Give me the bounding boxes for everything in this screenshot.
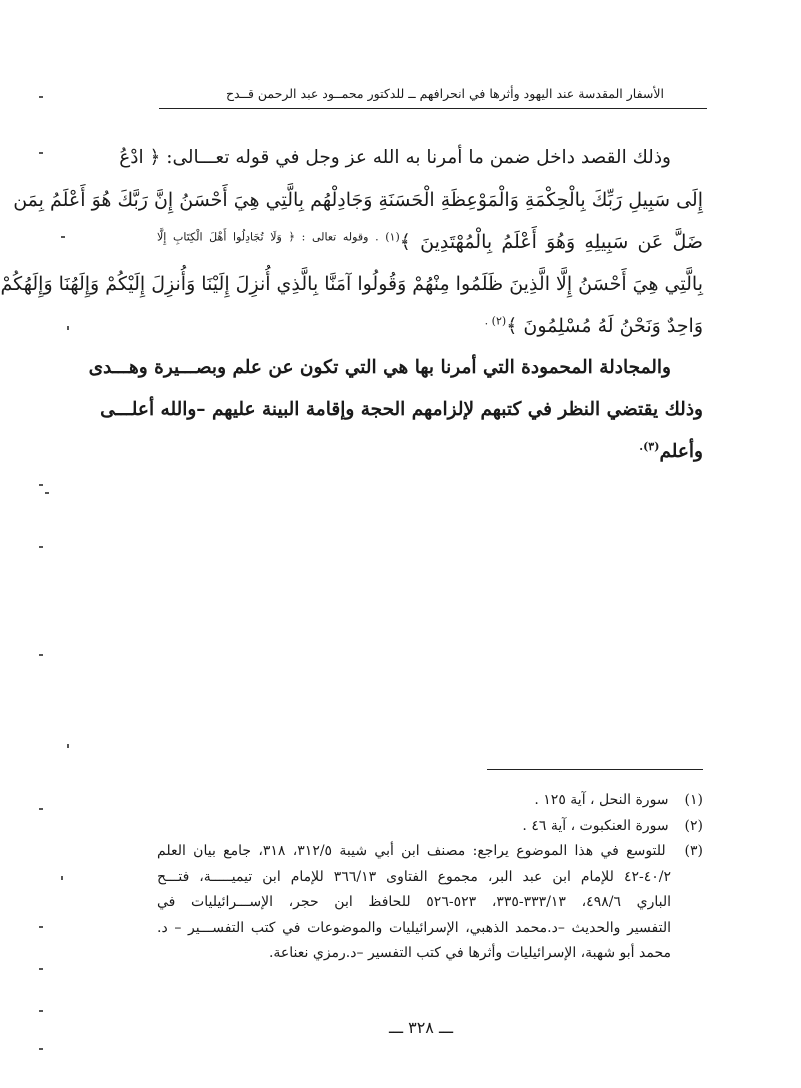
- verse-text: بِالَّتِي هِيَ أَحْسَنُ إِلَّا الَّذِينَ ظَلَمُوا مِنْهُمْ وَقُولُوا آمَنَّا بِالَّذِي أُنزِلَ إِلَيْنَا وَأُنزِلَ إِلَيْكُمْ وَإِلَهُنَا وَإِلَهُكُمْ: [0, 273, 703, 295]
- scan-mark: [39, 1048, 43, 1050]
- footnote-number: (٢): [684, 817, 703, 834]
- verse-line: [157, 221, 703, 263]
- scan-mark: [61, 236, 65, 238]
- scan-mark: [39, 546, 43, 548]
- body-text: وذلك القصد داخل ضمن ما أمرنا به الله عز وجل في قوله تعـــالى: ﴿ ادْعُ: [119, 147, 671, 168]
- body-line: [100, 389, 703, 431]
- footnote-text: ٤٠/٢-٤٢ للإمام ابن عبد البر، مجموع الفتاوى ٣٦٦/١٣ للإمام ابن تيميـــــة، فتـــح: [157, 868, 672, 885]
- footnote-text: التفسير والحديث –د.محمد الذهبي، الإسرائيليات والموضوعات في كتب التفســـير – د.: [157, 919, 671, 936]
- scan-mark: [45, 492, 49, 494]
- scan-mark: [39, 1010, 43, 1012]
- footnotes: [157, 788, 703, 967]
- footnote-text: للتوسع في هذا الموضوع يراجع: مصنف ابن أبي شيبة ٣١٢/٥، ٣١٨، جامع بيان العلم: [157, 843, 666, 859]
- verse-line: [13, 179, 703, 221]
- footnote-continuation: [157, 941, 703, 967]
- footnote: [157, 839, 703, 865]
- verse-text: وَاحِدٌ وَنَحْنُ لَهُ مُسْلِمُونَ ﴾: [506, 315, 703, 337]
- scan-mark: [61, 876, 63, 880]
- scan-mark: [39, 968, 43, 970]
- scan-mark: [39, 926, 43, 928]
- footnote-text: سورة العنكبوت ، آية ٤٦ .: [522, 817, 669, 834]
- footnote-continuation: [157, 890, 703, 916]
- footnote-separator: [487, 769, 703, 770]
- verse-line: [0, 263, 703, 305]
- header-rule: [159, 108, 707, 109]
- footnote-text: الباري ٤٩٨/٦، ٣٣٣/١٣-٣٣٥، ٥٢٣-٥٢٦ للحافظ ابن حجر، الإســـرائيليات في: [157, 894, 672, 910]
- footnote-ref: (٢) .: [484, 314, 507, 328]
- body-line: [88, 347, 703, 389]
- page-number: ـــ ٣٢٨ ـــ: [388, 1018, 454, 1037]
- body-line: [157, 431, 703, 473]
- scan-mark: [67, 744, 69, 748]
- scan-mark: [39, 96, 43, 98]
- footnote-ref: (٣).: [639, 439, 660, 453]
- footnote-text: سورة النحل ، آية ١٢٥ .: [534, 792, 669, 808]
- scan-mark: [39, 654, 43, 656]
- body-text: وأعلم: [659, 441, 703, 462]
- scan-mark: [39, 484, 43, 486]
- footnote: [157, 814, 703, 840]
- footnote-number: (١): [684, 792, 703, 808]
- footnote-text: محمد أبو شهبة، الإسرائيليات وأثرها في كتب التفسير –د.رمزي نعناعة.: [268, 945, 671, 961]
- footnote-continuation: [157, 916, 703, 942]
- verse-line: [157, 305, 703, 347]
- running-header: الأسفار المقدسة عند اليهود وأثرها في انحرافهم ــ للدكتور محمــود عبد الرحمن قــدح: [225, 86, 664, 101]
- scan-mark: [39, 808, 43, 810]
- body-line: [119, 137, 703, 179]
- main-text: [0, 137, 703, 473]
- verse-text: إِلَى سَبِيلِ رَبِّكَ بِالْحِكْمَةِ وَالْمَوْعِظَةِ الْحَسَنَةِ وَجَادِلْهُم بِالَّتِي هِيَ أَحْسَنُ إِنَّ رَبَّكَ هُوَ أَعْلَمُ بِمَن: [13, 189, 703, 211]
- scan-mark: [67, 326, 69, 330]
- verse-text: ضَلَّ عَن سَبِيلِهِ وَهُوَ أَعْلَمُ بِالْمُهْتَدِينَ ﴾: [399, 231, 703, 253]
- footnote-number: (٣): [684, 843, 704, 859]
- footnote-ref: (١) . وقوله تعالى : ﴿ وَلَا تُجَادِلُوا أَهْلَ الْكِتَابِ إِلَّا: [157, 230, 400, 244]
- scan-mark: [39, 152, 43, 154]
- footnote: [157, 788, 703, 814]
- body-text: وذلك يقتضي النظر في كتبهم لإلزامهم الحجة وإقامة البينة عليهم –والله أعلـــى: [100, 399, 703, 420]
- body-text: والمجادلة المحمودة التي أمرنا بها هي التي تكون عن علم وبصـــيرة وهـــدى: [88, 357, 671, 378]
- footnote-continuation: [157, 865, 703, 891]
